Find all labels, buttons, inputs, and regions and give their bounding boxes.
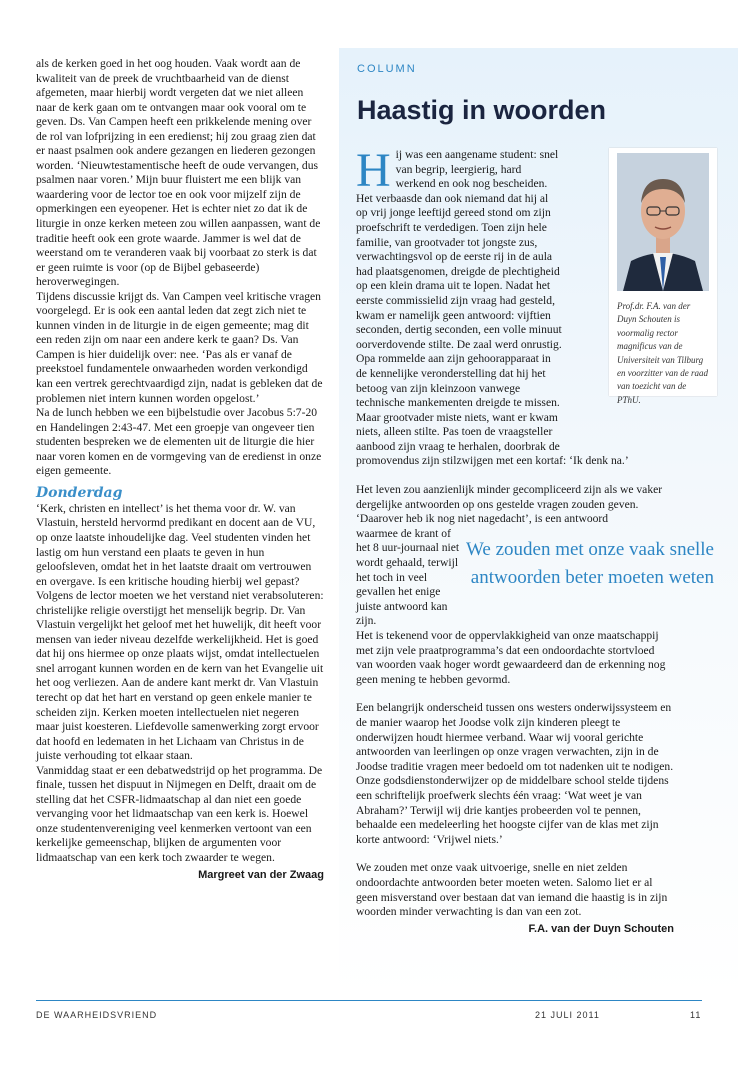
left-article-column bbox=[36, 57, 324, 882]
left-paragraph: ‘Kerk, christen en intellect’ is het thema voor dr. W. van Vlastuin, hersteld hervormd predikant en docent aan de VU, op onze laatste inhoudelijke dag. Veel studenten vinden het lastig om hun verstand een plaats te geven in hun geloofsleven, omdat het in het laatste draait om vertrouwen en overgave. Is een kritische houding hierbij wel gepast? Volgens de lector moeten we het verstand niet verabsoluteren: christelijke religie overstijgt het menselijk begrip. Dr. Van Vlastuin vergelijkt het geloof met het huwelijk, dit heeft voor mensen van ieder niveau dezelfde werkelijkheid. Het is goed dat hij ons hiermee op onze plaats wijst, omdat intellectuelen snel arrogant kunnen worden en de kern van het Evangelie uit het oog verliezen. Aan de andere kant merkt dr. Van Vlastuin terecht op dat het hart en verstand op geen enkele manier te scheiden zijn. Kerken moeten intellectuelen niet negeren maar juist koesteren. Liefdevolle samenwerking zorgt ervoor dat hoofd en ledematen in het Lichaam van Christus in de juiste verhouding tot elkaar staan. bbox=[36, 501, 324, 763]
column-paragraph: Het leven zou aanzienlijk minder gecompliceerd zijn als we vaker dergelijke antwoorden op ons gestelde vragen zouden geven. ‘Daarover heb ik nog niet nagedacht’, is een antwoord bbox=[356, 483, 663, 526]
subheading-donderdag: Donderdag bbox=[36, 484, 123, 501]
column-kicker: COLUMN bbox=[357, 63, 417, 75]
footer-page-number: 11 bbox=[690, 1010, 702, 1020]
column-paragraph: Het is tekenend voor de oppervlakkigheid van onze maatschappij met zijn vele praatprogramma’s dat een ondoordachte stortvloed van woorden vaak hoger wordt gewaardeerd dan de erkenning nog geen mening te hebben gevormd. bbox=[356, 629, 666, 686]
column-paragraph-narrow: waarmee de krant of het 8 uur-journaal niet wordt gehaald, terwijl het toch in veel gevallen het enige juiste antwoord kan zijn. bbox=[356, 526, 460, 628]
footer-date: 21 JULI 2011 bbox=[535, 1010, 600, 1020]
dropcap: H bbox=[356, 144, 391, 197]
left-paragraph: Na de lunch hebben we een bijbelstudie over Jacobus 5:7-20 en Handelingen 2:43-47. Met een groepje van ongeveer tien studenten bespreken we de elementen uit de liturgie die hier naar voren komen en de vormgeving van de eredienst in onze eigen gemeente. bbox=[36, 406, 322, 478]
photo-caption: Prof.dr. F.A. van der Duyn Schouten is voormalig rector magnificus van de Universiteit van Tilburg en voorzitter van de raad van toezicht van de PThU. bbox=[617, 301, 708, 405]
author-photo-box bbox=[609, 148, 717, 405]
intro-text: ij was een aangename student: snel van begrip, leergierig, hard werkend en ook nog bescheiden. Het verbaasde dan ook niemand dat hij al op vrij jonge leeftijd gereed stond om zijn proefschrift te verdedigen. Toen zijn hele familie, van grootvader tot jongste zus, verwachtingsvol op de eerste rij in de aula had plaatsgenomen, dreigde de plechtigheid op een klein drama uit te lopen. Nadat het eerste commissielid zijn vraag had gesteld, kwam er namelijk geen antwoord: vijftien seconden, dertig seconden, een volle minuut oorverdovende stilte. De zaal werd onrustig. Opa rommelde aan zijn gehoorapparaat in de kennelijke veronderstelling dat hij het betoog van zijn kleinzoon vanwege technische mankementen dreigde te missen. Maar grootvader miste niets, want er kwam niets, alleen stilte. Pas toen de vraagsteller aanbood zijn vraag te herhalen, doorbrak de promovendus zijn stilzwijgen met een kortaf: ‘Ik denk na.’ bbox=[356, 148, 629, 468]
column-paragraph: Een belangrijk onderscheid tussen ons westers onderwijssysteem en de manier waarop het Joodse volk zijn kinderen pleegt te onderwijzen houdt hiermee verband. Waar wij vooral gerichte antwoorden van leerlingen op onze vragen verwachten, zijn in de Joodse traditie vragen meer bedoeld om tot nadenken uit te nodigen. Onze godsdienstonderwijzer op de middelbare school stelde tijdens een schriftelijk proefwerk slechts één vraag: ‘Wat weet je van Abraham?’ Terwijl wij drie kantjes probeerden vol te pennen, behaalde een medeleerling het hoogste cijfer van de klas met zijn korte antwoord: ‘Vrijwel niets.’ bbox=[356, 701, 674, 846]
column-signature: F.A. van der Duyn Schouten bbox=[528, 922, 674, 935]
left-paragraph: Tijdens discussie krijgt ds. Van Campen veel kritische vragen voorgelegd. Er is ook een aantal leden dat zegt zich niet te kunnen vinden in de liturgie in de eigen gemeente; mag dit een reden zijn om naar een andere kerk te gaan? Ds. Van Campen is hier duidelijk over: nee. ‘Pas als er vanaf de preekstoel fundamentele onwaarheden worden verkondigd kan een vertrek gerechtvaardigd zijn, nadat is gebleken dat de problemen niet intern kunnen worden opgelost.’ bbox=[36, 289, 323, 405]
left-paragraph: Vanmiddag staat er een debatwedstrijd op het programma. De finale, tussen het dispuut in Nijmegen en Delft, draait om de stelling dat het CSFR-lidmaatschap al dan niet een goede vervanging voor het lidmaatschap van een kerk is. Hoewel onze studentenvereniging veel kenmerken vertoont van een kerkelijke gemeenschap, blijken de argumenten voor lidmaatschap van een kerk toch zwaarder te wegen. bbox=[36, 763, 323, 864]
footer-publication: DE WAARHEIDSVRIEND bbox=[36, 1010, 158, 1020]
pull-quote: We zouden met onze vaak snelle antwoorden beter moeten weten bbox=[465, 539, 714, 588]
author-signature: Margreet van der Zwaag bbox=[198, 868, 324, 881]
column-paragraph: We zouden met onze vaak uitvoerige, snelle en niet zelden ondoordachte antwoorden beter moeten weten. Salomo liet er al geen misverstand over bestaan dat van iemand die haastig is in zijn woorden minder verwachting is dan van een zot. bbox=[356, 861, 668, 919]
left-paragraph: als de kerken goed in het oog houden. Vaak wordt aan de kwaliteit van de preek de vruchtbaarheid van de dienst afgemeten, maar hierbij wordt vergeten dat we niet alleen naar de kerk gaan om te ontvangen maar ook vooral om te geven. Ds. Van Campen heeft een prikkelende mening over de rol van lofprijzing in een eredienst; hij zou graag zien dat er naast psalmen ook andere gezangen en liederen gezongen worden. ‘Nieuwtestamentische heeft de oude vervangen, dus psalmen naar voren.’ Mijn buur fluistert me een blijk van waardering voor de lector toe en ook voor mijzelf zijn de opmerkingen een eyeopener. Het is echter niet zo dat ik de liturgie in onze kerken meteen zou willen aanpassen, want de traditie heeft ook een grote waarde. Jammer is wel dat de weerstand om te veranderen vaak bij voorbaat zo sterk is dat er geen ruimte is voor (op de Bijbel gebaseerde) heroverwegingen. bbox=[36, 57, 321, 289]
column-title: Haastig in woorden bbox=[357, 95, 607, 125]
author-portrait-image bbox=[617, 153, 709, 291]
footer-rule bbox=[36, 1000, 702, 1001]
